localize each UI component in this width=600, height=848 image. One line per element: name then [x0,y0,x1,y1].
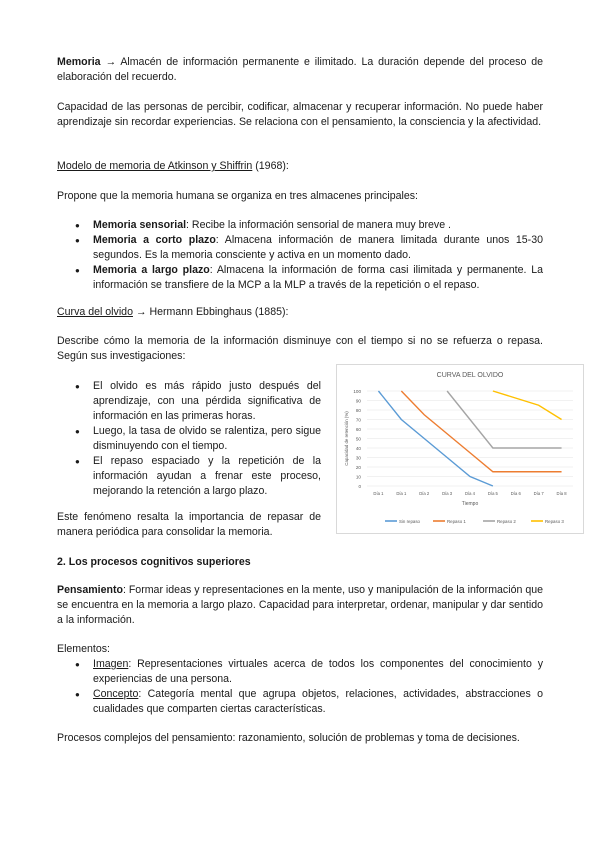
elementos-label: Elementos: [57,643,110,655]
x-tick-label: Día 1 [373,491,384,496]
describe-paragraph: Describe cómo la memoria de la información disminuye con el tiempo si no se refuerza o repasa. Según sus investigaciones: [57,335,543,362]
legend-label: Repaso 3 [545,519,564,524]
memoria-arrow: → [105,56,117,68]
y-tick-label: 100 [353,389,361,394]
almacen-text: : Almacena información de manera limitada durante unos 15-30 segundos. Es la memoria consciente y activa en un momento dado. [93,234,543,261]
almacen-term: Memoria a largo plazo [93,264,210,276]
elemento-term: Concepto [93,688,139,700]
pensamiento-paragraph [57,583,543,628]
elemento-text: : Categoría mental que agrupa objetos, relaciones, actividades, abstracciones o cualidades que comparten ciertas características. [93,688,543,715]
x-tick-label: Día 6 [510,491,521,496]
almacen-term: Memoria sensorial [93,219,187,231]
series-line-4 [493,391,562,420]
y-tick-label: 0 [358,484,361,489]
almacen-text: : Recibe la información sensorial de manera muy breve . [186,219,451,231]
legend-label: Repaso 1 [447,519,466,524]
y-tick-label: 70 [355,417,361,423]
y-tick-label: 10 [355,474,361,480]
chart-title: CURVA DEL OLVIDO [436,372,504,379]
modelo-year: (1968): [255,160,289,172]
capacidad-paragraph: Capacidad de las personas de percibir, codificar, almacenar y recuperar información. No puede haber aprendizaje sin recordar experiencias. Se relaciona con el pensamiento, la consciencia y la afectividad. [57,101,543,128]
y-tick-label: 40 [355,446,361,451]
list-item [73,218,543,233]
propone-paragraph: Propone que la memoria humana se organiza en tres almacenes principales: [57,190,418,202]
list-item [73,657,543,687]
pensamiento-text: : Formar ideas y representaciones en la mente, uso y manipulación de la información que se encuentra en la memoria a largo plazo. Capacidad para interpretar, ordenar, manipular y dar sentido a la información. [57,584,543,626]
y-axis-label: Capacidad de retención (%) [344,411,349,466]
memoria-definition: Almacén de información permanente e ilimitado. La duración depende del proceso de elaboración del recuerdo. [57,56,543,83]
list-item [73,263,543,293]
list-item [73,687,543,717]
procesos-paragraph: Procesos complejos del pensamiento: razonamiento, solución de problemas y toma de decisiones. [57,732,520,744]
x-tick-label: Día 1 [396,491,407,496]
legend-label: Repaso 2 [497,519,516,524]
x-tick-label: Día 5 [487,491,498,496]
list-item [73,233,543,263]
elemento-text: : Representaciones virtuales acerca de todos los componentes del conocimiento y experiencias de una persona. [93,658,543,685]
memoria-term: Memoria [57,56,101,68]
series-line-2 [401,391,561,472]
list-item: ● El repaso espaciado y la repetición de la información ayudan a frenar este proceso, mejorando la retención a largo plazo. [73,454,321,499]
y-tick-label: 20 [355,465,361,470]
curva-heading [57,305,543,320]
x-tick-label: Día 7 [533,491,544,496]
forgetting-curve-chart [336,364,584,534]
list-item: ● Luego, la tasa de olvido se ralentiza, pero sigue disminuyendo con el tiempo. [73,424,321,454]
curva-arrow: → [135,306,147,318]
x-tick-label: Día 2 [419,491,430,496]
elementos-list [73,657,543,717]
pensamiento-term: Pensamiento [57,584,123,596]
list-item: ● El olvido es más rápido justo después del aprendizaje, con una pérdida significativa de información en las primeras horas. [73,379,321,424]
section2-title: 2. Los procesos cognitivos superiores [57,556,251,568]
section-heading [57,555,543,570]
almacen-term: Memoria a corto plazo [93,234,216,246]
y-tick-label: 60 [355,427,361,432]
x-tick-label: Día 3 [442,491,453,496]
modelo-heading [57,159,543,174]
fenomeno-paragraph: Este fenómeno resalta la importancia de repasar de manera periódica para consolidar la memoria. [57,511,321,538]
x-tick-label: Día 4 [464,491,476,496]
x-axis-label: Tiempo [461,501,479,507]
almacenes-list [73,218,543,293]
y-tick-label: 90 [355,398,361,404]
y-tick-label: 30 [355,455,361,461]
y-tick-label: 80 [355,408,361,413]
y-tick-label: 50 [355,436,361,442]
memoria-paragraph [57,55,543,85]
olvido-list [73,379,321,499]
chart-svg [337,365,583,533]
almacen-text: : Almacena la información de forma casi ilimitada y permanente. La información se transfiere de la MCP a la MLP a través de la repetición o el repaso. [93,264,543,291]
elemento-term: Imagen [93,658,129,670]
curva-link[interactable]: Curva del olvido [57,306,133,318]
x-tick-label: Día 8 [556,491,567,496]
curva-author: Hermann Ebbinghaus (1885): [149,306,289,318]
legend-label: Sin repaso [399,519,420,524]
modelo-link[interactable]: Modelo de memoria de Atkinson y Shiffrin [57,160,253,172]
